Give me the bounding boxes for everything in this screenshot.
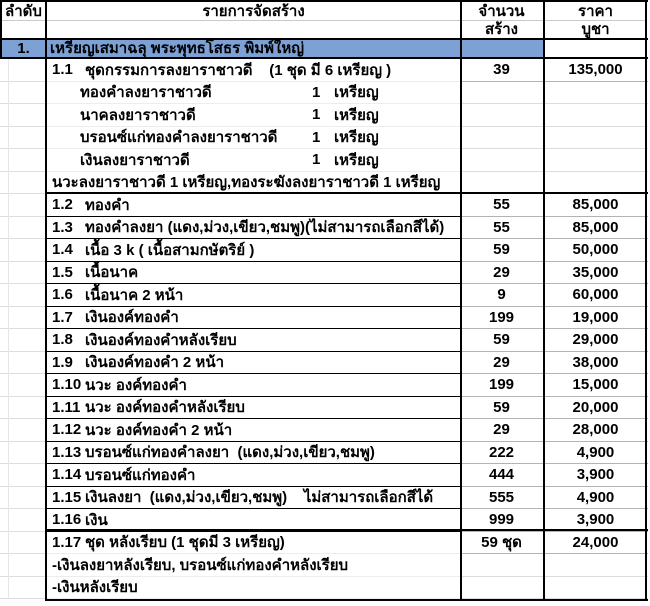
item-number: 1.10: [52, 376, 82, 394]
table-row: [0, 374, 648, 397]
price-value: 85,000: [543, 194, 648, 217]
item-cell: [47, 487, 460, 510]
sub-item-unit: เหรียญ: [334, 151, 379, 169]
sub-row: [0, 127, 648, 150]
table-row: [0, 194, 648, 217]
header-qty-line2: สร้าง: [485, 21, 518, 38]
price-value: 3,900: [543, 464, 648, 487]
sub-item-qty: 1: [312, 128, 321, 146]
sub-item-unit: เหรียญ: [334, 129, 379, 147]
qty-value: 59 ชุด: [460, 532, 543, 555]
item-number: 1.6: [52, 286, 73, 304]
price-value: [543, 127, 648, 150]
qty-value: 444: [460, 464, 543, 487]
price-value: [543, 104, 648, 127]
price-value: 60,000: [543, 284, 648, 307]
item-cell: [47, 239, 460, 262]
section-title: เหรียญเสมาฉลุ พระพุทธโสธร พิมพ์ใหญ่: [47, 40, 460, 57]
item-number: 1.13: [52, 443, 82, 461]
item-number: 1.17: [52, 533, 82, 551]
border-col-price: [543, 0, 545, 601]
table-row: [0, 442, 648, 465]
price-value: [543, 82, 648, 105]
price-value: 35,000: [543, 262, 648, 285]
item-name: เงินองค์ทองคำหลังเรียบ: [85, 331, 237, 349]
table-row: [0, 419, 648, 442]
price-value: [543, 554, 648, 577]
price-value: 85,000: [543, 217, 648, 240]
table-row: [0, 532, 648, 555]
qty-value: 29: [460, 262, 543, 285]
price-value: 3,900: [543, 509, 648, 532]
border-right: [645, 0, 647, 601]
sub-row: [0, 104, 648, 127]
sub-item-qty: 1: [312, 83, 321, 101]
header-no: [0, 3, 47, 40]
qty-value: [460, 104, 543, 127]
qty-value: 59: [460, 397, 543, 420]
gridline-header-mid: [2, 20, 646, 21]
item-cell: [47, 307, 460, 330]
qty-value: 555: [460, 487, 543, 510]
item-number: 1.9: [52, 353, 73, 371]
table-body: [0, 59, 650, 599]
item-cell: [47, 442, 460, 465]
sub-item-name: นาคลงยาราชาวดี: [80, 106, 196, 124]
price-value: 15,000: [543, 374, 648, 397]
price-value: 135,000: [543, 59, 648, 82]
sub-item-name: บรอนซ์แก่ทองคำลงยาราชาวดี: [80, 129, 278, 147]
item-number: 1.12: [52, 421, 82, 439]
header-item: [47, 3, 460, 40]
qty-value: 29: [460, 419, 543, 442]
sub-item-cell: [47, 82, 460, 105]
qty-value: 55: [460, 194, 543, 217]
sub-item-name: เงินลงยาราชาวดี: [80, 151, 190, 169]
border-col-qty: [460, 0, 462, 601]
price-value: 4,900: [543, 487, 648, 510]
item-name: เนื้อนาค 2 หน้า: [85, 286, 184, 304]
section-qty-cell: [460, 40, 543, 57]
qty-value: [460, 149, 543, 172]
item-number: 1.8: [52, 331, 73, 349]
price-value: 29,000: [543, 329, 648, 352]
qty-value: 55: [460, 217, 543, 240]
border-col-no: [45, 0, 47, 601]
item-cell: [47, 329, 460, 352]
item-cell: [47, 262, 460, 285]
item-cell: [47, 194, 460, 217]
gridline-left-col: [8, 59, 9, 599]
note-row: [0, 172, 648, 195]
header-qty: [460, 3, 543, 40]
price-value: [543, 172, 648, 195]
item-number: 1.16: [52, 511, 82, 529]
qty-value: [460, 172, 543, 195]
border-header-bottom: [0, 38, 648, 40]
price-value: 28,000: [543, 419, 648, 442]
qty-value: 29: [460, 352, 543, 375]
header-price-line1: ราคา: [578, 3, 613, 20]
table-row: [0, 352, 648, 375]
item-name: ชุด หลังเรียบ (1 ชุดมี 3 เหรียญ): [85, 534, 285, 552]
qty-value: [460, 127, 543, 150]
item-name: นวะ องค์ทองคำ 2 หน้า: [85, 421, 233, 439]
table-row: [0, 284, 648, 307]
item-name: ทองคำลงยา (แดง,ม่วง,เขียว,ชมพู)(ไม่สามารถเลือกสีได้): [85, 219, 445, 237]
sub-item-unit: เหรียญ: [334, 106, 379, 124]
table-row: [0, 239, 648, 262]
item-number: 1.7: [52, 308, 73, 326]
sub-item-cell: [47, 127, 460, 150]
price-value: [543, 149, 648, 172]
item-name: เนื้อนาค: [85, 264, 139, 282]
qty-value: 222: [460, 442, 543, 465]
qty-value: 39: [460, 59, 543, 82]
item-name: เงินองค์ทองคำ 2 หน้า: [85, 354, 224, 372]
item-number: 1.14: [52, 466, 82, 484]
qty-value: [460, 554, 543, 577]
header-item-label: รายการจัดสร้าง: [202, 3, 305, 20]
border-bottom: [45, 599, 648, 601]
price-value: 20,000: [543, 397, 648, 420]
table-row: [0, 464, 648, 487]
item-number: 1.1: [52, 61, 73, 79]
item-name: เนื้อ 3 k ( เนื้อสามกษัตริย์ ): [85, 241, 255, 259]
border-left: [0, 0, 2, 59]
sub-item-qty: 1: [312, 151, 321, 169]
table-row: [0, 307, 648, 330]
header-price: [543, 3, 648, 40]
item-number: 1.4: [52, 241, 73, 259]
sub-row: [0, 149, 648, 172]
qty-value: 999: [460, 509, 543, 532]
border-group-2: [45, 529, 648, 531]
table-row: [0, 262, 648, 285]
item-number: 1.11: [52, 398, 81, 416]
price-value: 4,900: [543, 442, 648, 465]
item-cell: [47, 59, 460, 82]
table-row: [0, 217, 648, 240]
item-cell: [47, 352, 460, 375]
note-row: [0, 554, 648, 577]
header-no-label: ลำดับ: [5, 3, 42, 20]
item-name: เงินองค์ทองคำ: [85, 309, 179, 327]
item-cell: [47, 284, 460, 307]
note-row: [0, 577, 648, 600]
item-cell: [47, 464, 460, 487]
item-number: 1.15: [52, 488, 82, 506]
item-name: บรอนซ์แก่ทองคำ: [85, 466, 196, 484]
header-qty-line1: จำนวน: [478, 3, 525, 20]
item-name: นวะ องค์ทองคำหลังเรียบ: [85, 399, 245, 417]
table-row: [0, 59, 648, 82]
item-cell: [47, 374, 460, 397]
item-cell: [47, 532, 460, 555]
qty-value: [460, 82, 543, 105]
note-text: -เงินลงยาหลังเรียบ, บรอนซ์แก่ทองคำหลังเรียบ: [47, 554, 460, 577]
item-name: ทองคำ: [85, 196, 130, 214]
item-name: นวะ องค์ทองคำ: [85, 376, 187, 394]
table-row: [0, 329, 648, 352]
sub-item-unit: เหรียญ: [334, 84, 379, 102]
qty-value: 59: [460, 239, 543, 262]
item-number: 1.3: [52, 218, 73, 236]
header-price-line2: บูชา: [581, 21, 610, 38]
table-row: [0, 487, 648, 510]
item-name: ชุดกรรมการลงยาราชาวดี (1 ชุด มี 6 เหรียญ ): [85, 61, 392, 79]
price-value: 24,000: [543, 532, 648, 555]
sub-item-name: ทองคำลงยาราชาวดี: [80, 84, 212, 102]
border-section-bottom: [0, 57, 648, 59]
border-top: [0, 0, 648, 2]
sub-item-cell: [47, 104, 460, 127]
sub-row: [0, 82, 648, 105]
sub-item-qty: 1: [312, 106, 321, 124]
item-name: เงินลงยา (แดง,ม่วง,เขียว,ชมพู) ไม่สามารถเลือกสีได้: [85, 489, 434, 507]
sub-item-cell: [47, 149, 460, 172]
note-text: นวะลงยาราชาวดี 1 เหรียญ,ทองระฆังลงยาราชาวดี 1 เหรียญ: [47, 172, 460, 195]
section-number: 1.: [0, 40, 47, 57]
item-cell: [47, 397, 460, 420]
item-number: 1.5: [52, 263, 73, 281]
item-number: 1.2: [52, 196, 73, 214]
table-row: [0, 397, 648, 420]
qty-value: [460, 577, 543, 600]
item-name: เงิน: [85, 511, 108, 529]
qty-value: 199: [460, 374, 543, 397]
section-price-cell: [543, 40, 648, 57]
note-text: -เงินหลังเรียบ: [47, 577, 460, 600]
qty-value: 59: [460, 329, 543, 352]
qty-value: 9: [460, 284, 543, 307]
item-name: บรอนซ์แก่ทองคำลงยา (แดง,ม่วง,เขียว,ชมพู): [85, 444, 375, 462]
price-value: 19,000: [543, 307, 648, 330]
price-value: 38,000: [543, 352, 648, 375]
qty-value: 199: [460, 307, 543, 330]
price-value: 50,000: [543, 239, 648, 262]
price-value: [543, 577, 648, 600]
border-group-1: [45, 192, 648, 194]
item-cell: [47, 217, 460, 240]
item-cell: [47, 419, 460, 442]
